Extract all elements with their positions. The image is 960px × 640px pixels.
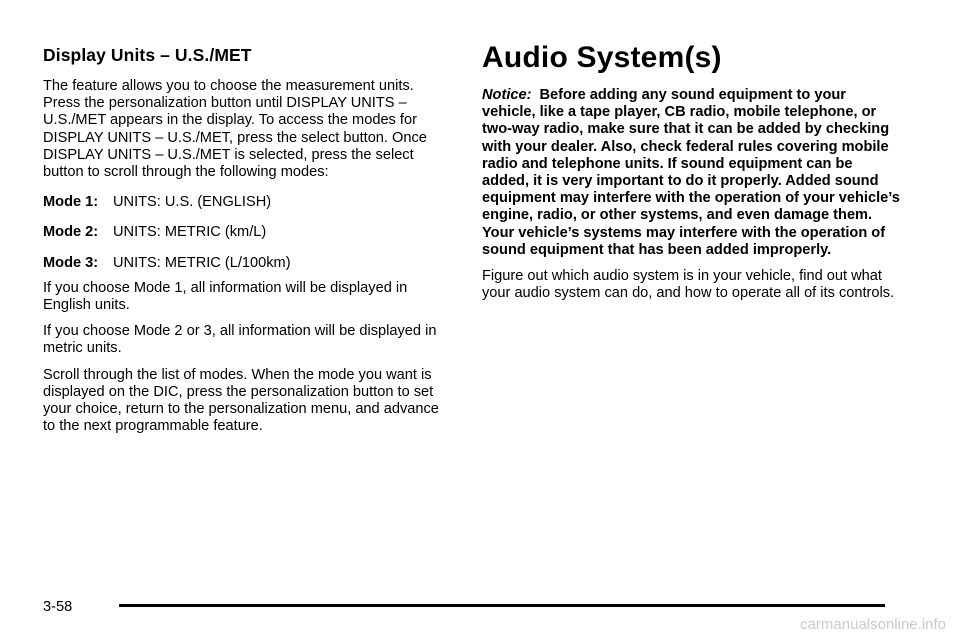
mode-label: Mode 3: bbox=[43, 254, 99, 271]
mode-item-2 bbox=[43, 224, 455, 241]
audio-body-paragraph: Figure out which audio system is in your vehicle, find out what your audio system can do, and how to operate all of its controls. bbox=[482, 268, 895, 302]
mode23-paragraph: If you choose Mode 2 or 3, all information will be displayed in metric units. bbox=[43, 323, 437, 357]
section-heading-audio-systems: Audio System(s) bbox=[482, 41, 722, 74]
mode-item-1 bbox=[43, 194, 455, 211]
left-column bbox=[43, 44, 455, 442]
mode1-paragraph: If you choose Mode 1, all information will be displayed in English units. bbox=[43, 279, 408, 314]
intro-paragraph: The feature allows you to choose the measurement units. Press the personalization button until DISPLAY UNITS – U.S./MET appears in the display. To access the modes for DISPLAY UNITS – U.S./MET, press the select button. Once DISPLAY UNITS – U.S./MET is selected, press the select button to scroll through the following modes: bbox=[43, 78, 427, 181]
watermark: carmanualsonline.info bbox=[800, 616, 946, 633]
footer-rule bbox=[119, 604, 885, 607]
notice-label: Notice: bbox=[482, 87, 532, 103]
notice-text: Before adding any sound equipment to your vehicle, like a tape player, CB radio, mobile telephone, or two-way radio, make sure that it can be added by checking with your dealer. Also, check federal rules covering mobile radio and telephone units. If sound equipment can be added, it is very important to do it properly. Added sound equipment may interfere with the operation of your vehicle’s engine, radio, or other systems, and even damage them. Your vehicle’s systems may interfere with the operation of sound equipment that has been added improperly. bbox=[482, 87, 900, 258]
mode-item-3 bbox=[43, 255, 455, 272]
mode-value: UNITS: METRIC (L/100km) bbox=[113, 254, 291, 271]
notice-paragraph bbox=[482, 87, 902, 259]
mode-label: Mode 1: bbox=[43, 194, 99, 211]
right-column bbox=[482, 40, 902, 309]
scroll-paragraph: Scroll through the list of modes. When the mode you want is displayed on the DIC, press the personalization button to set your choice, return to the personalization menu, and advance to the next programmable feature. bbox=[43, 366, 439, 435]
mode-value: UNITS: U.S. (ENGLISH) bbox=[113, 194, 272, 211]
page-number: 3-58 bbox=[43, 599, 73, 615]
section-heading-display-units: Display Units – U.S./MET bbox=[43, 45, 252, 65]
mode-label: Mode 2: bbox=[43, 224, 99, 241]
mode-value: UNITS: METRIC (km/L) bbox=[113, 224, 267, 241]
